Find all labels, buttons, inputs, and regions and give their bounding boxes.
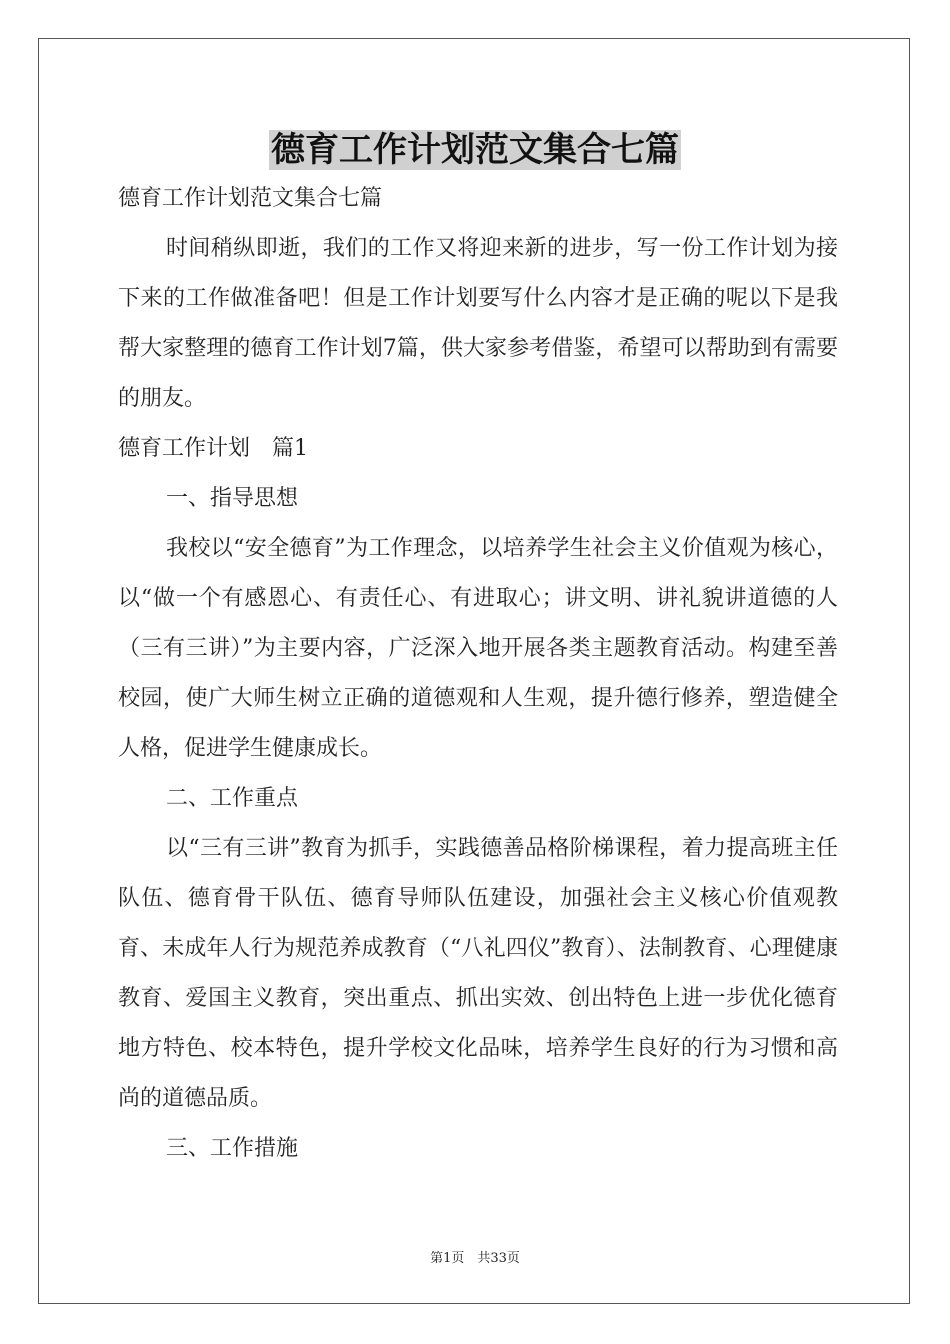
section-heading: 德育工作计划 篇1 <box>118 436 308 461</box>
heading-work-focus: 二、工作重点 <box>166 786 299 811</box>
page-footer: 第1页 共33页 <box>430 1251 520 1266</box>
paragraph-work-focus: 以“三有三讲”教育为抓手，实践德善品格阶梯课程，着力提高班主任队伍、德育骨干队伍、德育导师队伍建设，加强社会主义核心价值观教育、未成年人行为规范养成教育（“八礼四仪”教育）、法制教育、心理健康教育、爱国主义教育，突出重点、抓出实效、创出特色上进一步优化德育地方特色、校本特色，提升学校文化品味，培养学生良好的行为习惯和高尚的道德品质。 <box>118 836 838 1111</box>
heading-guiding-ideology: 一、指导思想 <box>166 486 299 511</box>
intro-paragraph: 时间稍纵即逝，我们的工作又将迎来新的进步，写一份工作计划为接下来的工作做准备吧！但是工作计划要写什么内容才是正确的呢以下是我帮大家整理的德育工作计划7篇，供大家参考借鉴，希望可以帮助到有需要的朋友。 <box>118 236 838 411</box>
heading-work-measures: 三、工作措施 <box>166 1136 299 1161</box>
document-title <box>0 126 950 174</box>
document-title-text: 德育工作计划范文集合七篇 <box>271 130 679 170</box>
document-subtitle: 德育工作计划范文集合七篇 <box>118 186 383 211</box>
paragraph-guiding-ideology: 我校以“安全德育”为工作理念，以培养学生社会主义价值观为核心，以“做一个有感恩心、有责任心、有进取心；讲文明、讲礼貌讲道德的人（三有三讲）”为主要内容，广泛深入地开展各类主题教育活动。构建至善校园，使广大师生树立正确的道德观和人生观，提升德行修养，塑造健全人格，促进学生健康成长。 <box>118 536 838 761</box>
